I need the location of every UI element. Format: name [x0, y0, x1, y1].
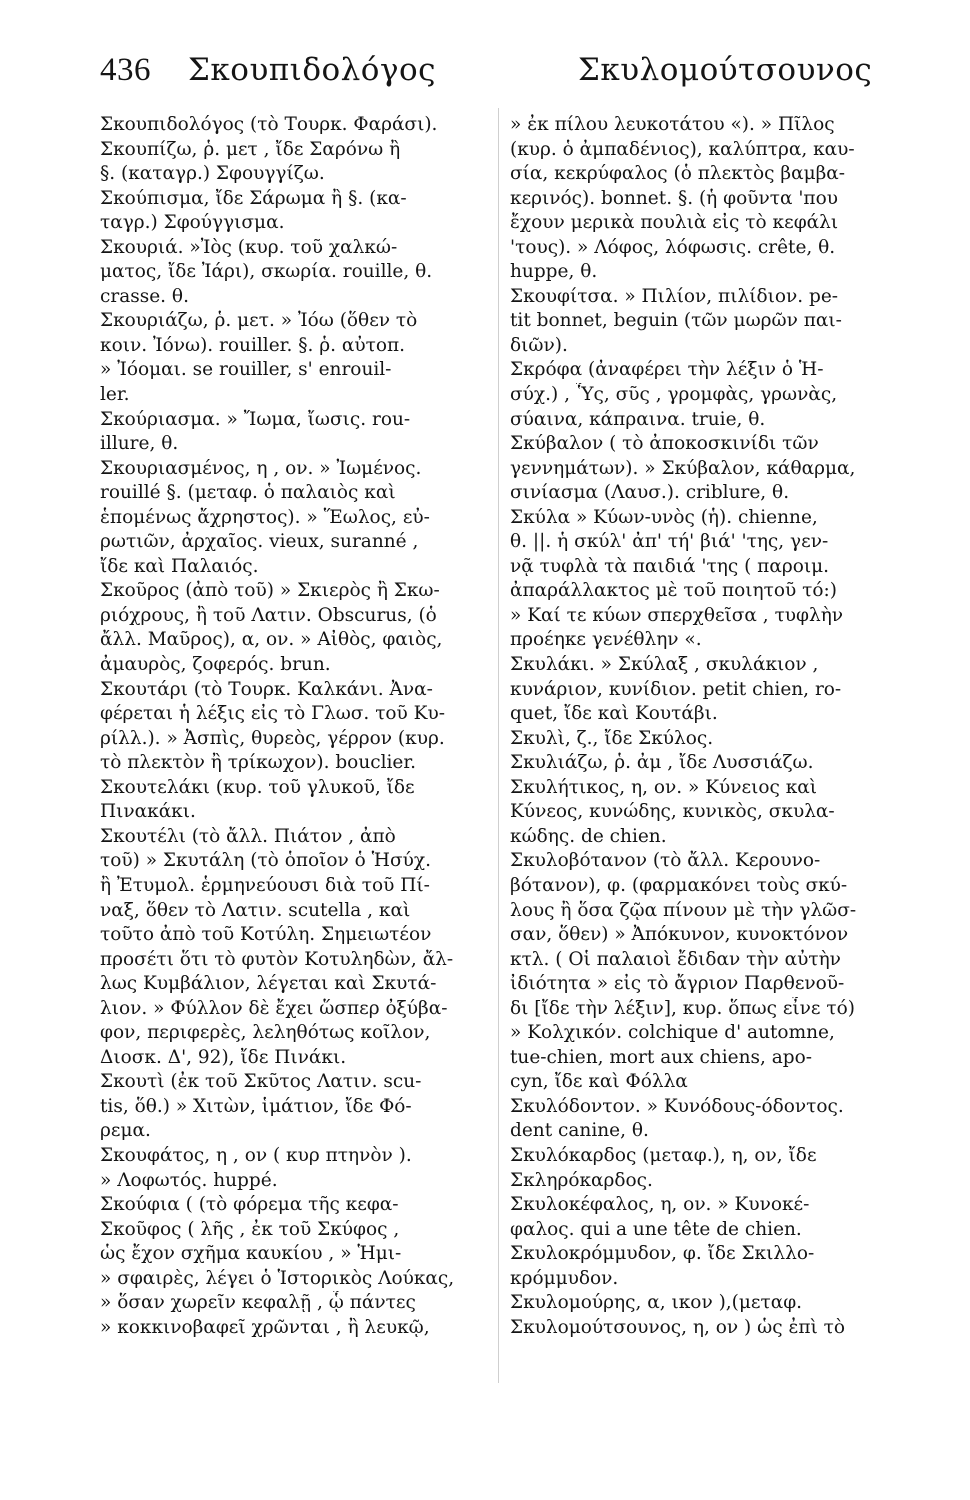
text-line: Σκυλοκρόμμυδον, φ. ἴδε Σκιλλο-: [510, 1243, 815, 1265]
text-line: κτλ. ( Οἱ παλαιοὶ ἔδιδαν τὴν αὐτὴν: [510, 948, 841, 970]
text-line: Σκυλοκέφαλος, η, ον. » Κυνοκέ-: [510, 1194, 810, 1216]
text-line: ἴδε καὶ Παλαιός.: [100, 555, 259, 577]
text-line: Σκούριασμα. » Ἴωμα, ἴωσις. rou-: [100, 408, 411, 430]
text-line: Σκούφια ( (τὸ φόρεμα τῆς κεφα-: [100, 1194, 399, 1216]
text-line: λους ἢ ὅσα ζῷα πίνουν μὲ τὴν γλῶσ-: [510, 899, 857, 921]
text-line: φέρεται ἡ λέξις εἰς τὸ Γλωσ. τοῦ Κυ-: [100, 703, 446, 725]
text-line: ταγρ.) Σφούγγισμα.: [100, 212, 285, 234]
text-line: rouillé §. (μεταφ. ὁ παλαιὸς καὶ: [100, 482, 396, 504]
text-line: tue-chien, mort aux chiens, apo-: [510, 1046, 813, 1068]
text-line: Σκουπίζω, ῥ. μετ , ἴδε Σαρόνω ἢ: [100, 138, 401, 160]
text-line: Σκυλομούρης, α, ικον ),(μεταφ.: [510, 1292, 803, 1314]
text-line: τοῦ) » Σκυτάλη (τὸ ὁποῖον ὁ Ἡσύχ.: [100, 850, 431, 872]
text-line: §. (καταγρ.) Σφουγγίζω.: [100, 163, 325, 185]
text-line: ἰδιότητα » εἰς τὸ ἄγριον Παρθενοῦ-: [510, 973, 845, 995]
text-line: Κύνεος, κυνώδης, κυνικὸς, σκυλα-: [510, 801, 835, 823]
text-line: » Κολχικόν. colchique d' automne,: [510, 1022, 835, 1044]
text-line: κυνάριον, κυνίδιον. petit chien, ro-: [510, 678, 842, 700]
text-line: κρόμμυδον.: [510, 1267, 619, 1289]
text-line: tit bonnet, beguin (τῶν μωρῶν παι-: [510, 310, 842, 332]
text-line: » ὅσαν χωρεῖν κεφαλῇ , ᾧ πάντες: [100, 1292, 416, 1314]
text-line: ἑπομένως ἄχρηστος). » Ἕωλος, εὐ-: [100, 506, 430, 528]
text-line: Σκουτάρι (τὸ Τουρκ. Καλκάνι. Ἀνα-: [100, 678, 433, 700]
text-line: Σκοῦφος ( λῆς , ἐκ τοῦ Σκύφος ,: [100, 1218, 400, 1240]
page-number: 436: [100, 52, 151, 88]
text-line: Σκληρόκαρδος.: [510, 1169, 653, 1191]
text-line: ρίλλ.). » Ἀσπὶς, θυρεὸς, γέρρον (κυρ.: [100, 727, 445, 749]
text-line: quet, ἴδε καὶ Κουτάβι.: [510, 703, 718, 725]
text-line: ναξ, ὅθεν τὸ Λατιν. scutella , καὶ: [100, 899, 411, 921]
header-first-entry: Σκουπιδολόγος: [188, 52, 437, 88]
text-line: Σκοῦρος (ἀπὸ τοῦ) » Σκιερὸς ἢ Σκω-: [100, 580, 440, 602]
text-line: crasse. θ.: [100, 285, 189, 307]
text-line: ἄλλ. Μαῦρος), α, ον. » Αἰθὸς, φαιὸς,: [100, 629, 443, 651]
text-line: φον, περιφερὲς, λεληθότως κοῖλον,: [100, 1022, 431, 1044]
text-line: » Καί τε κύων σπερχθεῖσα , τυφλὴν: [510, 604, 844, 626]
text-line: προέηκε γενέθλην «.: [510, 629, 702, 651]
text-line: dent canine, θ.: [510, 1120, 649, 1142]
text-line: Σκυλόκαρδος (μεταφ.), η, ον, ἴδε: [510, 1144, 817, 1166]
text-line: Σκύβαλον ( τὸ ἀποκοσκινίδι τῶν: [510, 433, 819, 455]
text-line: κοιν. Ἰόνω). rouiller. §. ῥ. αὐτοπ.: [100, 334, 406, 356]
text-line: ἢ Ἐτυμολ. ἑρμηνεύουσι διὰ τοῦ Πί-: [100, 874, 430, 896]
text-line: (κυρ. ὁ ἀμπαδένιος), καλύπτρα, καυ-: [510, 138, 855, 160]
header-last-entry: Σκυλομούτσουνος: [578, 52, 873, 88]
text-line: σία, κεκρύφαλος (ὁ πλεκτὸς βαμβα-: [510, 163, 846, 185]
left-column: [100, 113, 488, 1340]
text-line: τοῦτο ἀπὸ τοῦ Κοτύλη. Σημειωτέον: [100, 924, 432, 946]
text-line: » κοκκινοβαφεῖ χρῶνται , ἢ λευκῷ,: [100, 1316, 430, 1338]
text-line: » Ἰόομαι. se rouiller, s' enrouil-: [100, 359, 392, 381]
right-column: [510, 113, 942, 1340]
text-line: Πινακάκι.: [100, 801, 196, 823]
text-line: λιον. » Φύλλον δὲ ἔχει ὥσπερ ὀξύβα-: [100, 997, 448, 1019]
text-line: Σκύλα » Κύων-υνὸς (ἡ). chienne,: [510, 506, 818, 528]
text-line: Σκυλιάζω, ῥ. ἀμ , ἴδε Λυσσιάζω.: [510, 752, 814, 774]
text-line: » Λοφωτός. huppé.: [100, 1169, 278, 1191]
text-line: » ἐκ πίλου λευκοτάτου «). » Πῖλος: [510, 114, 835, 135]
text-line: Σκυλόδοντον. » Κυνόδους-όδοντος.: [510, 1095, 844, 1117]
text-line: Σκουπιδολόγος (τὸ Τουρκ. Φαράσι).: [100, 114, 438, 135]
text-line: Σκουφάτος, η , ον ( κυρ πτηνὸν ).: [100, 1144, 412, 1166]
text-line: Σκουφίτσα. » Πιλίον, πιλίδιον. pe-: [510, 285, 839, 307]
text-line: γεννημάτων). » Σκύβαλον, κάθαρμα,: [510, 457, 856, 479]
text-line: huppe, θ.: [510, 261, 598, 283]
text-line: ματος, ἴδε Ἰάρι), σκωρία. rouille, θ.: [100, 261, 433, 283]
text-line: Σκουριάζω, ῥ. μετ. » Ἰόω (ὅθεν τὸ: [100, 310, 418, 332]
text-line: Σκουτὶ (ἐκ τοῦ Σκῦτος Λατιν. scu-: [100, 1071, 422, 1093]
text-line: ριόχρους, ἢ τοῦ Λατιν. Obscurus, (ὁ: [100, 604, 437, 626]
text-line: Σκυλήτικος, η, ον. » Κύνειος καὶ: [510, 776, 818, 798]
text-line: Σκρόφα (ἀναφέρει τὴν λέξιν ὁ Ἡ-: [510, 359, 824, 381]
text-line: νᾷ τυφλὰ τὰ παιδιά 'της ( παροιμ.: [510, 555, 829, 577]
text-line: σαν, ὅθεν) » Ἀπόκυνον, κυνοκτόνον: [510, 924, 849, 946]
text-line: τὸ πλεκτὸν ἢ τρίκωχον). bouclier.: [100, 752, 417, 774]
text-line: Σκουριασμένος, η , ον. » Ἰωμένος.: [100, 457, 422, 479]
text-line: illure, θ.: [100, 433, 179, 455]
text-line: θ. ||. ἡ σκύλ' ἀπ' τή' βιά' 'της, γεν-: [510, 531, 829, 553]
text-line: Σκυλὶ, ζ., ἴδε Σκύλος.: [510, 727, 714, 749]
text-line: ἀμαυρὸς, ζοφερός. brun.: [100, 654, 331, 676]
text-line: Σκούπισμα, ἴδε Σάρωμα ἢ §. (κα-: [100, 187, 407, 209]
text-line: Διοσκ. Δ', 92), ἴδε Πινάκι.: [100, 1046, 347, 1068]
text-line: Σκυλάκι. » Σκύλαξ , σκυλάκιον ,: [510, 654, 819, 676]
text-line: προσέτι ὅτι τὸ φυτὸν Κοτυληδὼν, ἄλ-: [100, 948, 454, 970]
text-line: ρωτιῶν, ἀρχαῖος. vieux, suranné ,: [100, 531, 419, 553]
text-line: 'τους). » Λόφος, λόφωσις. crête, θ.: [510, 236, 836, 258]
text-line: Σκουτελάκι (κυρ. τοῦ γλυκοῦ, ἴδε: [100, 776, 415, 798]
text-line: λως Κυμβάλιον, λέγεται καὶ Σκυτά-: [100, 973, 437, 995]
text-line: ὡς ἔχον σχῆμα καυκίου , » Ἡμι-: [100, 1243, 402, 1265]
text-line: tis, ὅθ.) » Χιτὼν, ἱμάτιον, ἴδε Φό-: [100, 1095, 412, 1117]
text-line: σύχ.) , Ὗς, σῦς , γρομφὰς, γρωνὰς,: [510, 384, 838, 406]
text-line: ἀπαράλλακτος μὲ τοῦ ποιητοῦ τό:): [510, 580, 837, 602]
text-line: Σκυλοβότανον (τὸ ἄλλ. Κερουνο-: [510, 850, 821, 872]
text-line: ler.: [100, 384, 130, 406]
text-line: διῶν).: [510, 334, 568, 356]
text-line: φαλος. qui a une tête de chien.: [510, 1218, 802, 1240]
text-line: βότανον), φ. (φαρμακόνει τοὺς σκύ-: [510, 874, 848, 896]
text-line: κώδης. de chien.: [510, 825, 667, 847]
text-line: ἔχουν μερικὰ πουλιὰ εἰς τὸ κεφάλι: [510, 212, 839, 234]
text-line: σινίασμα (Λαυσ.). criblure, θ.: [510, 482, 790, 504]
text-line: » σφαιρὲς, λέγει ὁ Ἱστορικὸς Λούκας,: [100, 1267, 455, 1289]
text-line: Σκουτέλι (τὸ ἄλλ. Πιάτον , ἀπὸ: [100, 825, 396, 847]
text-line: Σκυλομούτσουνος, η, ον ) ὡς ἐπὶ τὸ: [510, 1316, 846, 1338]
text-line: δι [ἴδε τὴν λέξιν], κυρ. ὅπως εἶνε τό): [510, 997, 855, 1019]
text-line: σύαινα, κάπραινα. truie, θ.: [510, 408, 766, 430]
text-line: cyn, ἴδε καὶ Φόλλα: [510, 1071, 688, 1093]
text-line: Σκουριά. »Ἰὸς (κυρ. τοῦ χαλκώ-: [100, 236, 398, 258]
text-line: κερινός). bonnet. §. (ἡ φοῦντα 'που: [510, 187, 838, 209]
column-divider: [498, 108, 499, 1383]
text-line: ρεμα.: [100, 1120, 151, 1142]
